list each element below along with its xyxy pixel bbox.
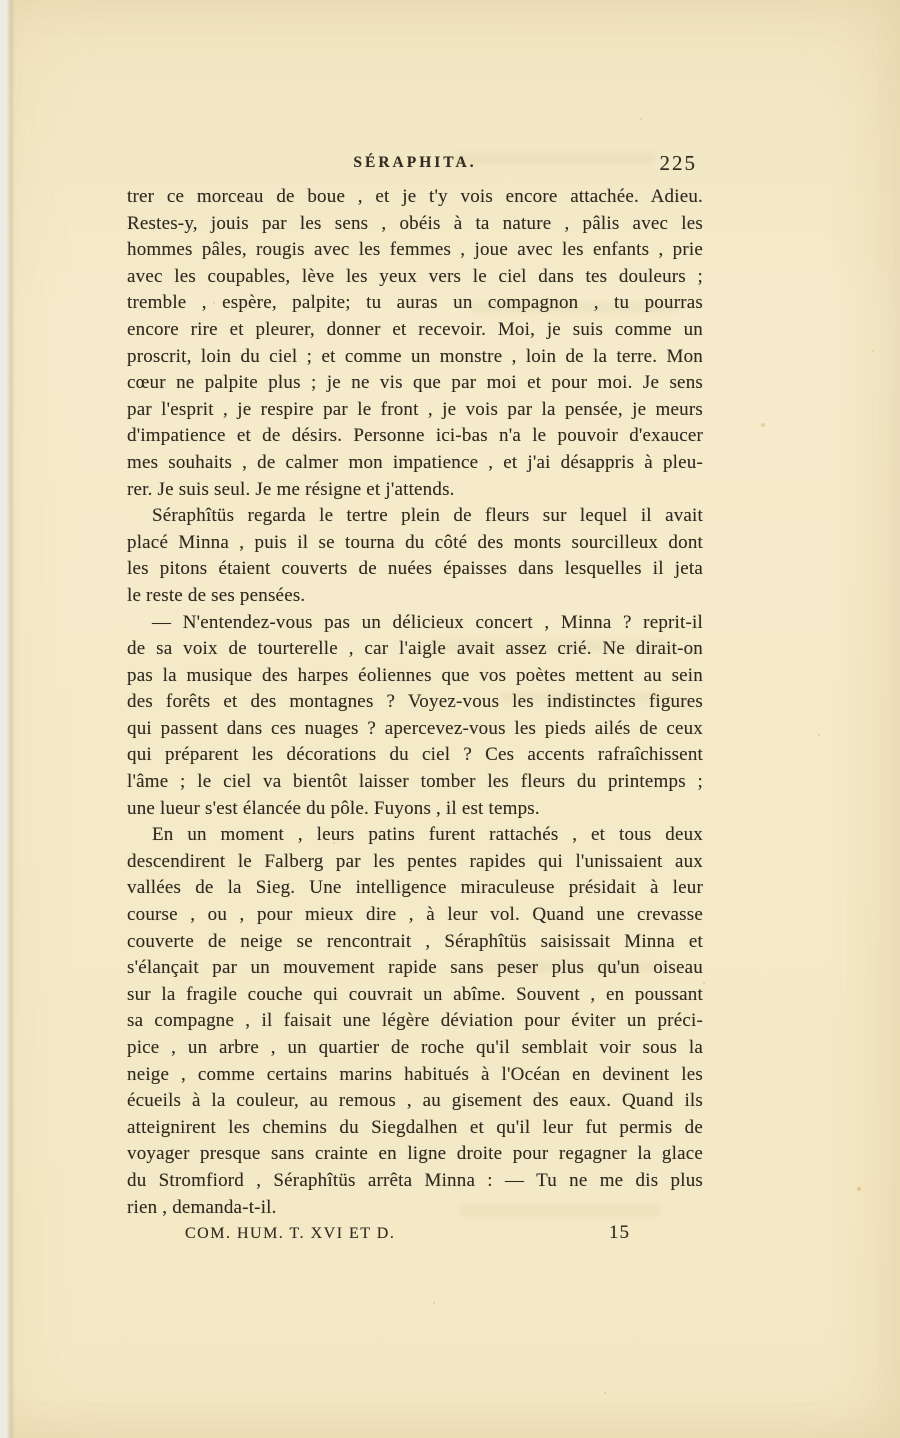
text-line: écueils à la couleur, au remous , au gisement des eaux. Quand ils [127,1090,703,1112]
text-line: rer. Je suis seul. Je me résigne et j'attends. [127,478,455,500]
text-line: d'impatience et de désirs. Personne ici-bas n'a le pouvoir d'exaucer [127,425,703,447]
text-line: — N'entendez-vous pas un délicieux concert , Minna ? reprit-il [152,611,703,633]
paragraph [127,503,703,609]
text-line: voyager presque sans crainte en ligne droite pour regagner la glace [127,1143,703,1165]
text-line: de sa voix de tourterelle , car l'aigle avait assez crié. Ne dirait-on [127,638,703,660]
text-line: encore rire et pleurer, donner et recevoir. Moi, je suis comme un [127,318,703,340]
body-text [127,184,703,1221]
text-line: vallées de la Sieg. Une intelligence miraculeuse présidait à leur [127,877,703,899]
page-header [127,151,703,179]
text-line: neige , comme certains marins habitués à l'Océan en devinent les [127,1063,703,1085]
text-line: sa compagne , il faisait une légère déviation pour éviter un préci- [127,1010,703,1032]
text-line: Restes-y, jouis par les sens , obéis à ta nature , pâlis avec les [127,212,703,234]
text-line: pas la musique des harpes éoliennes que vos poètes mettent au sein [127,664,703,686]
text-line: des forêts et des montagnes ? Voyez-vous les indistinctes figures [127,691,703,713]
text-line: par l'esprit , je respire par le front , je vois par la pensée, je meurs [127,398,703,420]
text-line: les pitons étaient couverts de nuées épaisses dans lesquelles il jeta [127,558,703,580]
text-line: rien , demanda-t-il. [127,1196,277,1218]
text-line: qui préparent les décorations du ciel ? Ces accents rafraîchissent [127,744,703,766]
running-title: SÉRAPHITA. [353,154,477,171]
text-line: tremble , espère, palpite; tu auras un compagnon , tu pourras [127,292,703,314]
text-line: pice , un arbre , un quartier de roche qu'il semblait voir sous la [127,1037,703,1058]
paragraph [127,822,703,1221]
page-footer [127,1222,703,1248]
text-line: proscrit, loin du ciel ; et comme un monstre , loin de la terre. Mon [127,345,703,367]
text-line: s'élançait par un mouvement rapide sans peser plus qu'un oiseau [127,957,703,979]
page-number: 225 [659,151,697,175]
text-line: trer ce morceau de boue , et je t'y vois encore attachée. Adieu. [127,186,703,207]
text-line: hommes pâles, rougis avec les femmes , joue avec les enfants , prie [127,239,703,261]
text-line: atteignirent les chemins du Siegdalhen et qu'il leur fut permis de [127,1116,703,1138]
text-line: En un moment , leurs patins furent rattachés , et tous deux [152,824,703,846]
paragraph [127,184,703,503]
text-line: avec les coupables, lève les yeux vers le ciel dans tes douleurs ; [127,265,703,287]
text-line: une lueur s'est élancée du pôle. Fuyons , il est temps. [127,797,540,819]
page-edge [0,0,15,1438]
sheet-number: 15 [609,1222,630,1243]
text-line: le reste de ses pensées. [127,584,306,606]
text-line: sur la fragile couche qui couvrait un abîme. Souvent , en poussant [127,983,703,1005]
text-line: course , ou , pour mieux dire , à leur vol. Quand une crevasse [127,904,703,926]
paragraph [127,610,703,823]
signature-mark: COM. HUM. T. XVI ET D. [185,1225,396,1242]
text-line: couverte de neige se rencontrait , Séraphîtüs saisissait Minna et [127,930,703,952]
text-line: descendirent le Falberg par les pentes rapides qui l'unissaient aux [127,850,703,872]
text-line: placé Minna , puis il se tourna du côté des monts sourcilleux dont [127,531,703,553]
text-line: du Stromfiord , Séraphîtüs arrêta Minna : — Tu ne me dis plus [127,1169,703,1191]
text-line: mes souhaits , de calmer mon impatience , et j'ai désappris à pleu- [127,451,703,473]
text-line: cœur ne palpite plus ; je ne vis que par moi et pour moi. Je sens [127,372,703,394]
text-line: qui passent dans ces nuages ? apercevez-vous les pieds ailés de ceux [127,717,703,739]
text-line: Séraphîtüs regarda le tertre plein de fleurs sur lequel il avait [152,505,703,527]
text-line: l'âme ; le ciel va bientôt laisser tomber les fleurs du printemps ; [127,771,703,793]
